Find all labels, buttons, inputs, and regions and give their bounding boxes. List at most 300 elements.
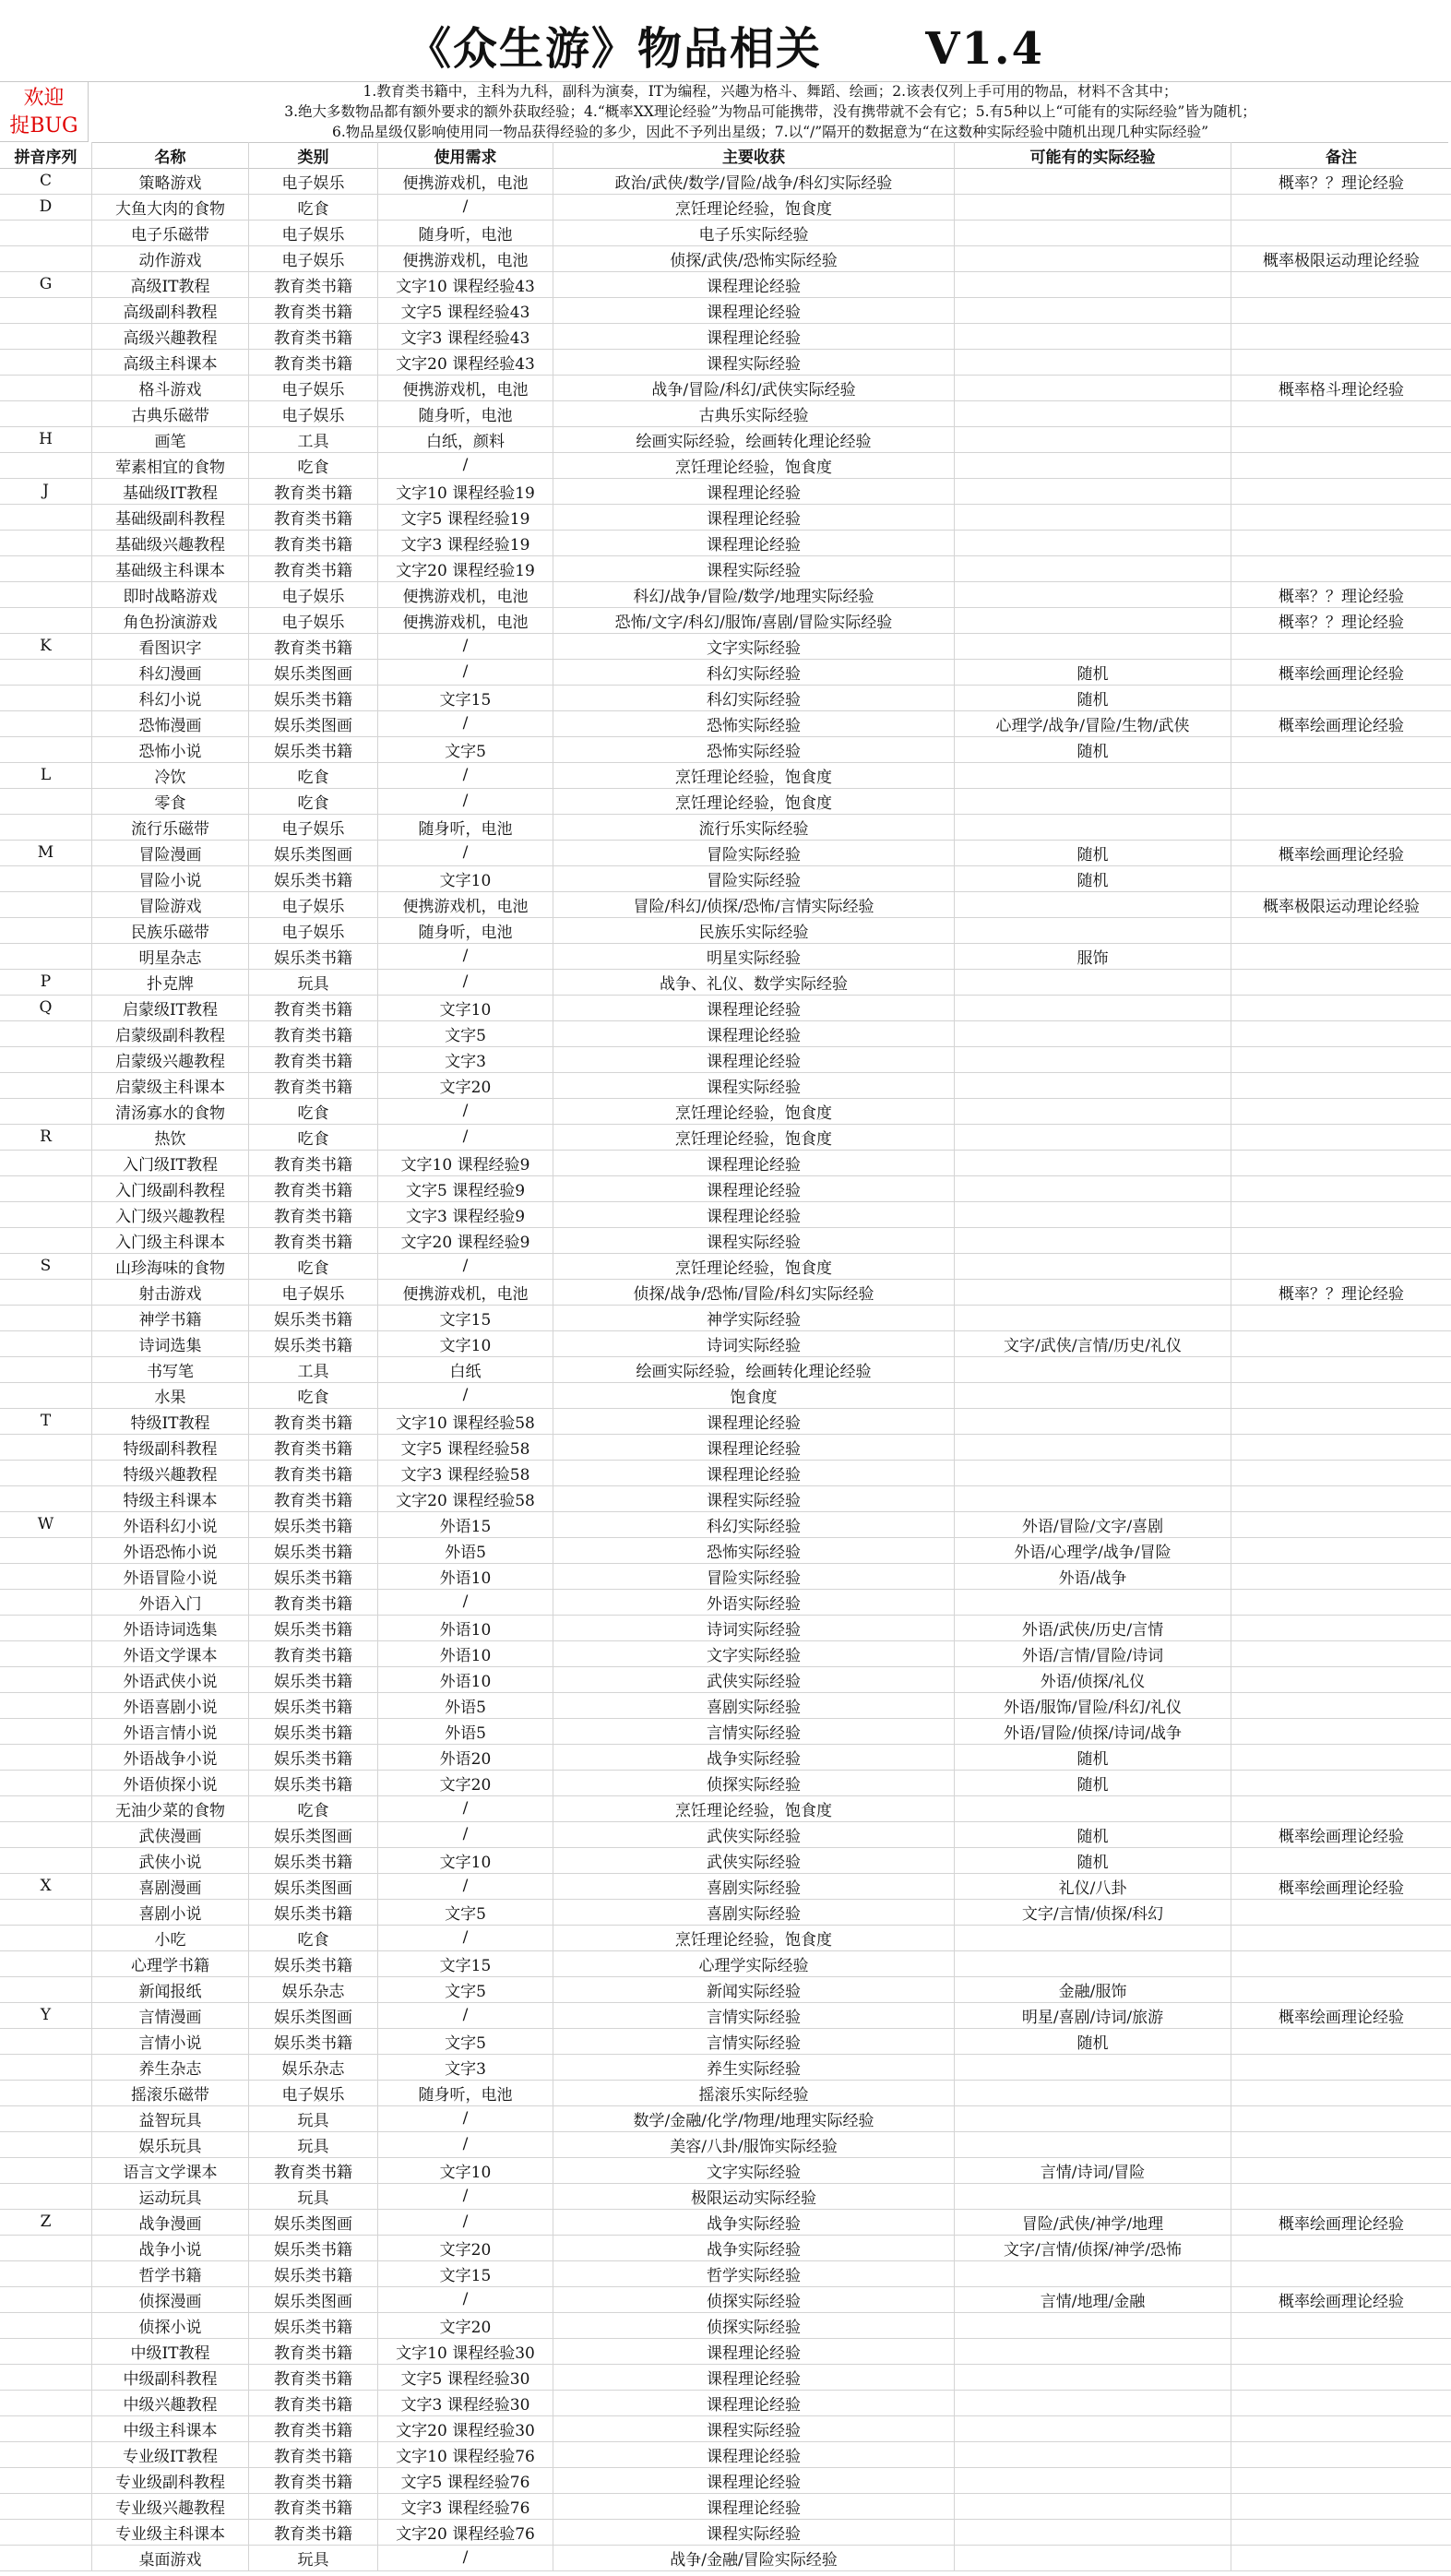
header-category: 类别: [249, 142, 378, 168]
pinyin-cell: [0, 2545, 92, 2570]
table-row: [0, 2235, 1451, 2261]
table-row: [0, 995, 1451, 1021]
name-cell: 扑克牌: [92, 969, 249, 995]
pinyin-cell: [0, 2519, 92, 2545]
requirement-cell: 文字15: [378, 1950, 553, 1976]
possible-exp-cell: 外语/服饰/冒险/科幻/礼仪: [955, 1692, 1231, 1718]
name-cell: 山珍海味的食物: [92, 1253, 249, 1279]
possible-exp-cell: 随机: [955, 659, 1231, 685]
table-row: [0, 659, 1451, 686]
name-cell: 中级副科教程: [92, 2364, 249, 2390]
possible-exp-cell: [955, 1020, 1231, 1046]
name-cell: 基础级副科教程: [92, 504, 249, 530]
remark-cell: [1231, 1072, 1451, 1098]
remark-cell: [1231, 1847, 1451, 1873]
requirement-cell: /: [378, 840, 553, 865]
category-cell: 教育类书籍: [249, 504, 378, 530]
remark-cell: [1231, 2105, 1451, 2131]
remark-cell: [1231, 1046, 1451, 1072]
category-cell: 玩具: [249, 969, 378, 995]
main-gain-cell: 烹饪理论经验，饱食度: [553, 1098, 955, 1124]
requirement-cell: 外语15: [378, 1511, 553, 1537]
requirement-cell: 文字20: [378, 1770, 553, 1795]
remark-cell: [1231, 2260, 1451, 2286]
requirement-cell: 文字5 课程经验76: [378, 2467, 553, 2493]
category-cell: 吃食: [249, 1925, 378, 1950]
name-cell: 喜剧小说: [92, 1899, 249, 1925]
requirement-cell: 文字10 课程经验30: [378, 2338, 553, 2364]
remark-cell: 概率？？理论经验: [1279, 613, 1404, 632]
main-gain-cell: 武侠实际经验: [553, 1821, 955, 1847]
requirement-cell: 文字5: [378, 1976, 553, 2002]
table-row: [0, 1201, 1451, 1228]
main-gain-cell: 课程理论经验: [553, 1020, 955, 1046]
remark-cell: [1231, 1408, 1451, 1434]
pinyin-cell: [0, 1563, 92, 1589]
main-gain-cell: 绘画实际经验，绘画转化理论经验: [553, 1356, 955, 1382]
requirement-cell: 便携游戏机，电池: [378, 375, 553, 400]
requirement-cell: 外语10: [378, 1615, 553, 1640]
remark-cell: [1231, 943, 1451, 969]
remark-cell: [1231, 504, 1451, 530]
remark-cell: [1231, 2545, 1451, 2570]
main-gain-cell: 课程理论经验: [553, 1434, 955, 1460]
table-row: [0, 2286, 1451, 2313]
table-row: [0, 245, 1451, 272]
remark-cell: [1231, 1511, 1451, 1537]
table-row: [0, 1873, 1451, 1900]
category-cell: 娱乐类图画: [249, 1821, 378, 1847]
bug-note-line: 捉BUG: [9, 114, 78, 137]
remark-cell: [1231, 1201, 1451, 1227]
name-cell: 专业级主科课本: [92, 2519, 249, 2545]
remark-cell: [1231, 1305, 1451, 1330]
pinyin-cell: [0, 2364, 92, 2390]
name-cell: 哲学书籍: [92, 2260, 249, 2286]
name-cell: 专业级兴趣教程: [92, 2493, 249, 2519]
category-cell: 娱乐类图画: [249, 1873, 378, 1899]
remark-cell: [1231, 1356, 1451, 1382]
pinyin-cell: [0, 865, 92, 891]
main-gain-cell: 科幻实际经验: [553, 1511, 955, 1537]
main-gain-cell: 课程实际经验: [553, 349, 955, 375]
remark-cell: [1231, 194, 1451, 220]
requirement-cell: 文字3 课程经验9: [378, 1201, 553, 1227]
remark-cell: [1231, 478, 1451, 504]
remark-cell: [1231, 452, 1451, 478]
name-cell: 侦探漫画: [92, 2286, 249, 2312]
requirement-cell: 文字10 课程经验19: [378, 478, 553, 504]
possible-exp-cell: 外语/战争: [955, 1563, 1231, 1589]
main-gain-cell: 哲学实际经验: [553, 2260, 955, 2286]
remark-cell: [1231, 2415, 1451, 2441]
pinyin-cell: [0, 1615, 92, 1640]
possible-exp-cell: 随机: [955, 1744, 1231, 1770]
pinyin-cell: [0, 400, 92, 426]
name-cell: 恐怖小说: [92, 736, 249, 762]
header-possible-exp: 可能有的实际经验: [955, 142, 1231, 168]
remark-cell: [1231, 865, 1451, 891]
possible-exp-cell: [955, 1305, 1231, 1330]
main-gain-cell: 养生实际经验: [553, 2054, 955, 2080]
pinyin-cell: [0, 2028, 92, 2054]
main-gain-cell: 战争实际经验: [553, 2235, 955, 2260]
category-cell: 教育类书籍: [249, 323, 378, 349]
remark-cell: [1231, 1795, 1451, 1821]
table-row: [0, 865, 1451, 892]
category-cell: 教育类书籍: [249, 1434, 378, 1460]
pinyin-cell: [0, 1589, 92, 1615]
requirement-cell: 外语20: [378, 1744, 553, 1770]
requirement-cell: 便携游戏机，电池: [378, 607, 553, 633]
name-cell: 射击游戏: [92, 1279, 249, 1305]
category-cell: 教育类书籍: [249, 1589, 378, 1615]
category-cell: 工具: [249, 426, 378, 452]
table-row: [0, 1305, 1451, 1331]
main-gain-cell: 烹饪理论经验，饱食度: [553, 1795, 955, 1821]
possible-exp-cell: [955, 2364, 1231, 2390]
possible-exp-cell: 随机: [955, 685, 1231, 710]
possible-exp-cell: 外语/心理学/战争/冒险: [955, 1537, 1231, 1563]
category-cell: 电子娱乐: [249, 220, 378, 245]
requirement-cell: /: [378, 1795, 553, 1821]
category-cell: 娱乐类书籍: [249, 1718, 378, 1744]
requirement-cell: 文字15: [378, 1305, 553, 1330]
category-cell: 吃食: [249, 762, 378, 788]
pinyin-cell: [0, 710, 92, 736]
pinyin-cell: [0, 943, 92, 969]
requirement-cell: /: [378, 762, 553, 788]
possible-exp-cell: [955, 1408, 1231, 1434]
name-cell: 清汤寡水的食物: [92, 1098, 249, 1124]
pinyin-cell: [0, 1640, 92, 1666]
name-cell: 水果: [92, 1382, 249, 1408]
table-row: [0, 633, 1451, 660]
requirement-cell: 文字10 课程经验58: [378, 1408, 553, 1434]
table-row: [0, 1330, 1451, 1357]
possible-exp-cell: 礼仪/八卦: [955, 1873, 1231, 1899]
name-cell: 启蒙级IT教程: [92, 995, 249, 1020]
name-cell: 书写笔: [92, 1356, 249, 1382]
main-gain-cell: 恐怖/文字/科幻/服饰/喜剧/冒险实际经验: [553, 607, 955, 633]
category-cell: 娱乐类书籍: [249, 1744, 378, 1770]
requirement-cell: 随身听，电池: [378, 917, 553, 943]
table-row: [0, 891, 1451, 918]
remark-cell: [1231, 1589, 1451, 1615]
possible-exp-cell: [955, 220, 1231, 245]
name-cell: 外语入门: [92, 1589, 249, 1615]
main-gain-cell: 恐怖实际经验: [553, 1537, 955, 1563]
category-cell: 教育类书籍: [249, 1175, 378, 1201]
table-row: [0, 1925, 1451, 1951]
table-row: [0, 2080, 1451, 2106]
possible-exp-cell: [955, 2441, 1231, 2467]
pinyin-cell: [0, 1770, 92, 1795]
requirement-cell: 文字5: [378, 1899, 553, 1925]
name-cell: 高级主科课本: [92, 349, 249, 375]
possible-exp-cell: [955, 1589, 1231, 1615]
requirement-cell: 文字3 课程经验19: [378, 530, 553, 555]
main-gain-cell: 言情实际经验: [553, 2028, 955, 2054]
category-cell: 电子娱乐: [249, 2080, 378, 2105]
possible-exp-cell: [955, 762, 1231, 788]
remark-cell: [1231, 1150, 1451, 1175]
table-row: [0, 220, 1451, 246]
category-cell: 娱乐类书籍: [249, 1950, 378, 1976]
requirement-cell: /: [378, 2209, 553, 2235]
possible-exp-cell: [955, 375, 1231, 400]
category-cell: 工具: [249, 1356, 378, 1382]
category-cell: 电子娱乐: [249, 917, 378, 943]
category-cell: 教育类书籍: [249, 2493, 378, 2519]
name-cell: 特级副科教程: [92, 1434, 249, 1460]
remark-cell: [1231, 2390, 1451, 2415]
header-main-gain: 主要收获: [553, 142, 955, 168]
category-cell: 娱乐类书籍: [249, 1692, 378, 1718]
possible-exp-cell: [955, 2260, 1231, 2286]
category-cell: 娱乐类书籍: [249, 1305, 378, 1330]
remark-cell: [1231, 2364, 1451, 2390]
name-cell: 高级兴趣教程: [92, 323, 249, 349]
possible-exp-cell: 文字/言情/侦探/科幻: [955, 1899, 1231, 1925]
table-row: [0, 1408, 1451, 1435]
pinyin-cell: [0, 375, 92, 400]
remark-cell: [1231, 2312, 1451, 2338]
possible-exp-cell: [955, 581, 1231, 607]
pinyin-cell: W: [0, 1511, 92, 1537]
category-cell: 教育类书籍: [249, 478, 378, 504]
requirement-cell: 文字20: [378, 2235, 553, 2260]
requirement-cell: 文字15: [378, 2260, 553, 2286]
name-cell: 养生杂志: [92, 2054, 249, 2080]
possible-exp-cell: [955, 555, 1231, 581]
possible-exp-cell: [955, 891, 1231, 917]
category-cell: 电子娱乐: [249, 607, 378, 633]
header-remark: 备注: [1326, 148, 1357, 167]
requirement-cell: 文字20 课程经验58: [378, 1485, 553, 1511]
pinyin-cell: [0, 1279, 92, 1305]
table-row: [0, 788, 1451, 815]
pinyin-cell: [0, 2157, 92, 2183]
main-gain-cell: 冒险实际经验: [553, 840, 955, 865]
possible-exp-cell: [955, 969, 1231, 995]
table-row: [0, 969, 1451, 996]
name-cell: 益智玩具: [92, 2105, 249, 2131]
possible-exp-cell: [955, 2105, 1231, 2131]
category-cell: 吃食: [249, 1098, 378, 1124]
category-cell: 吃食: [249, 1382, 378, 1408]
name-cell: 启蒙级兴趣教程: [92, 1046, 249, 1072]
table-row: [0, 1382, 1451, 1409]
table-row: [0, 1124, 1451, 1151]
remark-cell: [1231, 1227, 1451, 1253]
table-row: [0, 1640, 1451, 1667]
main-gain-cell: 数学/金融/化学/物理/地理实际经验: [553, 2105, 955, 2131]
possible-exp-cell: [955, 1795, 1231, 1821]
main-gain-cell: 战争/金融/冒险实际经验: [553, 2545, 955, 2570]
name-cell: 言情小说: [92, 2028, 249, 2054]
page-title: 《众生游》物品相关 V1.4: [406, 23, 1045, 75]
category-cell: 教育类书籍: [249, 2390, 378, 2415]
remark-cell: 概率绘画理论经验: [1279, 2214, 1404, 2234]
table-row: [0, 607, 1451, 634]
main-gain-cell: 武侠实际经验: [553, 1847, 955, 1873]
possible-exp-cell: 随机: [955, 1770, 1231, 1795]
name-cell: 格斗游戏: [92, 375, 249, 400]
main-gain-cell: 侦探实际经验: [553, 2286, 955, 2312]
possible-exp-cell: [955, 995, 1231, 1020]
possible-exp-cell: [955, 297, 1231, 323]
name-cell: 侦探小说: [92, 2312, 249, 2338]
requirement-cell: /: [378, 194, 553, 220]
table-row: [0, 2157, 1451, 2184]
table-row: [0, 814, 1451, 841]
possible-exp-cell: 随机: [955, 1821, 1231, 1847]
category-cell: 教育类书籍: [249, 1201, 378, 1227]
pinyin-cell: [0, 1150, 92, 1175]
name-cell: 入门级IT教程: [92, 1150, 249, 1175]
name-cell: 外语冒险小说: [92, 1563, 249, 1589]
name-cell: 基础级兴趣教程: [92, 530, 249, 555]
pinyin-cell: Q: [0, 995, 92, 1020]
main-gain-cell: 明星实际经验: [553, 943, 955, 969]
requirement-cell: 文字20 课程经验19: [378, 555, 553, 581]
name-cell: 零食: [92, 788, 249, 814]
name-cell: 特级IT教程: [92, 1408, 249, 1434]
name-cell: 大鱼大肉的食物: [92, 194, 249, 220]
category-cell: 玩具: [249, 2545, 378, 2570]
table-row: [0, 1718, 1451, 1745]
table-row: [0, 581, 1451, 608]
main-gain-cell: 课程理论经验: [553, 1460, 955, 1485]
category-cell: 娱乐类书籍: [249, 2235, 378, 2260]
requirement-cell: 文字5 课程经验30: [378, 2364, 553, 2390]
category-cell: 娱乐类书籍: [249, 865, 378, 891]
pinyin-cell: [0, 1046, 92, 1072]
remark-cell: [1231, 530, 1451, 555]
main-gain-cell: 民族乐实际经验: [553, 917, 955, 943]
name-cell: 运动玩具: [92, 2183, 249, 2209]
name-cell: 专业级IT教程: [92, 2441, 249, 2467]
remark-cell: [1231, 1744, 1451, 1770]
table-row: [0, 2209, 1451, 2236]
table-row: [0, 2183, 1451, 2210]
name-cell: 基础级主科课本: [92, 555, 249, 581]
pinyin-cell: Y: [0, 2002, 92, 2028]
remark-cell: [1231, 1460, 1451, 1485]
requirement-cell: /: [378, 2105, 553, 2131]
main-gain-cell: 课程理论经验: [553, 530, 955, 555]
category-cell: 电子娱乐: [249, 581, 378, 607]
requirement-cell: 文字5 课程经验58: [378, 1434, 553, 1460]
requirement-cell: 文字5 课程经验19: [378, 504, 553, 530]
requirement-cell: 文字10 课程经验43: [378, 271, 553, 297]
name-cell: 冒险游戏: [92, 891, 249, 917]
remark-cell: [1231, 349, 1451, 375]
requirement-cell: /: [378, 1098, 553, 1124]
main-gain-cell: 课程理论经验: [553, 2441, 955, 2467]
remark-cell: 概率极限运动理论经验: [1263, 251, 1420, 270]
main-gain-cell: 言情实际经验: [553, 1718, 955, 1744]
requirement-cell: /: [378, 1873, 553, 1899]
category-cell: 吃食: [249, 1124, 378, 1150]
remark-cell: [1231, 1563, 1451, 1589]
table-row: [0, 1150, 1451, 1176]
table-row: [0, 400, 1451, 427]
remark-cell: 概率绘画理论经验: [1279, 716, 1404, 735]
possible-exp-cell: [955, 1253, 1231, 1279]
table-row: [0, 840, 1451, 866]
main-gain-cell: 侦探实际经验: [553, 2312, 955, 2338]
category-cell: 娱乐类书籍: [249, 1511, 378, 1537]
possible-exp-cell: [955, 2054, 1231, 2080]
possible-exp-cell: [955, 530, 1231, 555]
table-row: [0, 1744, 1451, 1771]
remark-cell: [1231, 323, 1451, 349]
pinyin-cell: [0, 2054, 92, 2080]
pinyin-cell: S: [0, 1253, 92, 1279]
pinyin-cell: [0, 220, 92, 245]
category-cell: 玩具: [249, 2105, 378, 2131]
remark-cell: [1231, 555, 1451, 581]
main-gain-cell: 课程理论经验: [553, 2364, 955, 2390]
requirement-cell: 白纸，颜料: [378, 426, 553, 452]
category-cell: 娱乐类图画: [249, 2286, 378, 2312]
remark-cell: [1231, 2157, 1451, 2183]
possible-exp-cell: 明星/喜剧/诗词/旅游: [955, 2002, 1231, 2028]
possible-exp-cell: [955, 917, 1231, 943]
possible-exp-cell: 随机: [955, 2028, 1231, 2054]
pinyin-cell: G: [0, 271, 92, 297]
requirement-cell: 文字15: [378, 685, 553, 710]
main-gain-cell: 恐怖实际经验: [553, 710, 955, 736]
remark-cell: [1231, 1098, 1451, 1124]
requirement-cell: 文字20: [378, 2312, 553, 2338]
possible-exp-cell: 言情/地理/金融: [955, 2286, 1231, 2312]
pinyin-cell: [0, 1434, 92, 1460]
name-cell: 中级主科课本: [92, 2415, 249, 2441]
pinyin-cell: [0, 891, 92, 917]
main-gain-cell: 课程实际经验: [553, 2415, 955, 2441]
category-cell: 娱乐类书籍: [249, 2028, 378, 2054]
pinyin-cell: [0, 2338, 92, 2364]
category-cell: 娱乐类书籍: [249, 1847, 378, 1873]
name-cell: 外语文学课本: [92, 1640, 249, 1666]
possible-exp-cell: [955, 2519, 1231, 2545]
main-gain-cell: 诗词实际经验: [553, 1615, 955, 1640]
category-cell: 教育类书籍: [249, 2415, 378, 2441]
name-cell: 中级兴趣教程: [92, 2390, 249, 2415]
pinyin-cell: [0, 607, 92, 633]
remark-cell: [1231, 969, 1451, 995]
requirement-cell: 文字3 课程经验30: [378, 2390, 553, 2415]
category-cell: 教育类书籍: [249, 1640, 378, 1666]
category-cell: 教育类书籍: [249, 297, 378, 323]
remark-cell: 概率绘画理论经验: [1279, 2292, 1404, 2311]
category-cell: 娱乐杂志: [249, 1976, 378, 2002]
table-row: [0, 504, 1451, 531]
table-row: [0, 2545, 1451, 2571]
remark-cell: 概率绘画理论经验: [1279, 664, 1404, 684]
table-row: [0, 1020, 1451, 1047]
possible-exp-cell: [955, 1098, 1231, 1124]
table-row: [0, 168, 1451, 195]
main-gain-cell: 课程实际经验: [553, 555, 955, 581]
category-cell: 玩具: [249, 2183, 378, 2209]
remark-cell: [1231, 917, 1451, 943]
category-cell: 吃食: [249, 788, 378, 814]
pinyin-cell: [0, 530, 92, 555]
